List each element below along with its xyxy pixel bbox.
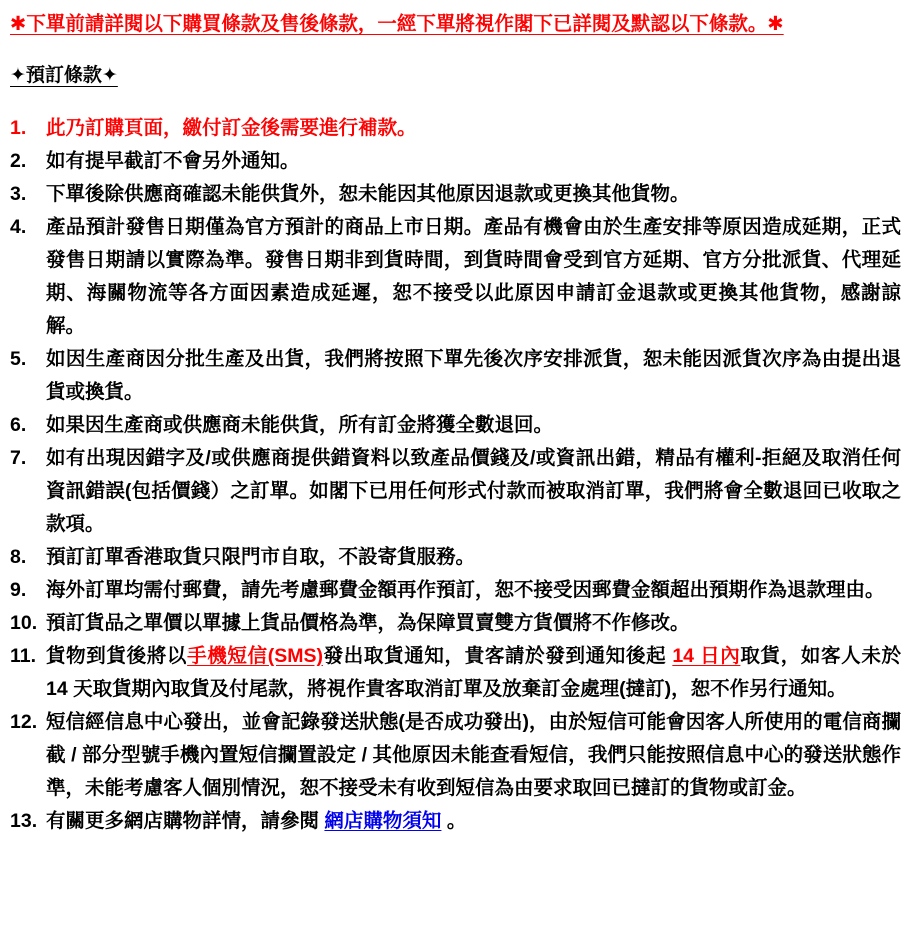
text-segment: 如有出現因錯字及/或供應商提供錯資料以致產品價錢及/或資訊出錯，精品有權利-拒絕及取消任何資訊錯誤(包括價錢）之訂單。如閣下已用任何形式付款而被取消訂單，我們將會全數退回已收取之款項。 <box>46 447 901 535</box>
text-segment: 貨物到貨後將以 <box>46 645 188 667</box>
term-text <box>46 145 901 178</box>
term-item <box>10 211 901 343</box>
term-text <box>46 442 901 541</box>
term-item <box>10 706 901 805</box>
shop-guide-link[interactable]: 網店購物須知 <box>324 810 442 832</box>
term-text <box>46 409 901 442</box>
term-text <box>46 640 901 706</box>
text-segment: 短信經信息中心發出，並會記錄發送狀態(是否成功發出)，由於短信可能會因客人所使用的電信商攔截 / 部分型號手機內置短信攔置設定 / 其他原因未能查看短信，我們只能按照信息中心的發送狀態作準，未能考慮客人個別情況，恕不接受未有收到短信為由要求取回已撻訂的貨物或訂金。 <box>46 711 901 799</box>
purchase-notice-header: ✱下單前請詳閱以下購買條款及售後條款，一經下單將視作閣下已詳閱及默認以下條款。✱ <box>10 13 784 35</box>
text-segment: 產品預計發售日期僅為官方預計的商品上市日期。產品有機會由於生產安排等原因造成延期，正式發售日期請以實際為準。發售日期非到貨時間，到貨時間會受到官方延期、官方分批派貨、代理延期、海關物流等各方面因素造成延遲，恕不接受以此原因申請訂金退款或更換其他貨物，感謝諒解。 <box>46 216 901 337</box>
term-item <box>10 442 901 541</box>
term-item <box>10 640 901 706</box>
term-number: 11. <box>10 645 37 667</box>
section-title-preorder-terms: ✦預訂條款✦ <box>10 65 118 86</box>
term-number: 8. <box>10 546 27 568</box>
term-text <box>46 343 901 409</box>
text-segment: 預訂貨品之單價以單據上貨品價格為準，為保障買賣雙方貨價將不作修改。 <box>46 612 690 634</box>
text-segment: 有關更多網店購物詳情，請參閱 <box>46 810 325 832</box>
highlighted-text: 14 日內 <box>672 645 741 667</box>
term-number: 4. <box>10 216 27 238</box>
term-number: 5. <box>10 348 27 370</box>
term-text <box>46 607 901 640</box>
term-item <box>10 607 901 640</box>
text-segment: 此乃訂購頁面，繳付訂金後需要進行補款。 <box>46 117 417 139</box>
text-segment: 取貨，如客人未於 14 天取貨期內取貨及付尾款，將視作貴客取消訂單及放棄訂金處理(撻訂)，恕不作另行通知。 <box>46 645 901 700</box>
term-text <box>46 112 901 145</box>
text-segment: 海外訂單均需付郵費，請先考慮郵費金額再作預訂，恕不接受因郵費金額超出預期作為退款理由。 <box>46 579 885 601</box>
term-item <box>10 574 901 607</box>
text-segment: 發出取貨通知，貴客請於發到通知後起 <box>322 645 673 667</box>
text-segment: 如果因生產商或供應商未能供貨，所有訂金將獲全數退回。 <box>46 414 554 436</box>
highlighted-text: 手機短信(SMS) <box>187 645 323 667</box>
term-item <box>10 409 901 442</box>
term-number: 13. <box>10 810 38 832</box>
term-text <box>46 178 901 211</box>
text-segment: 如因生產商因分批生產及出貨，我們將按照下單先後次序安排派貨，恕未能因派貨次序為由提出退貨或換貨。 <box>46 348 901 403</box>
text-segment: 下單後除供應商確認未能供貨外，恕未能因其他原因退款或更換其他貨物。 <box>46 183 690 205</box>
term-text <box>46 574 901 607</box>
term-item <box>10 145 901 178</box>
text-segment: 如有提早截訂不會另外通知。 <box>46 150 300 172</box>
term-item <box>10 112 901 145</box>
term-text <box>46 541 901 574</box>
term-text <box>46 706 901 805</box>
term-text <box>46 211 901 343</box>
text-segment: 。 <box>441 810 467 832</box>
term-number: 7. <box>10 447 27 469</box>
term-item <box>10 343 901 409</box>
term-number: 10. <box>10 612 38 634</box>
term-number: 9. <box>10 579 27 601</box>
term-number: 6. <box>10 414 27 436</box>
terms-list <box>10 112 901 838</box>
term-number: 1. <box>10 117 27 139</box>
term-item <box>10 541 901 574</box>
term-number: 2. <box>10 150 27 172</box>
text-segment: 預訂訂單香港取貨只限門市自取，不設寄貨服務。 <box>46 546 476 568</box>
term-number: 12. <box>10 711 38 733</box>
term-text <box>46 805 901 838</box>
term-item <box>10 178 901 211</box>
term-number: 3. <box>10 183 27 205</box>
term-item <box>10 805 901 838</box>
